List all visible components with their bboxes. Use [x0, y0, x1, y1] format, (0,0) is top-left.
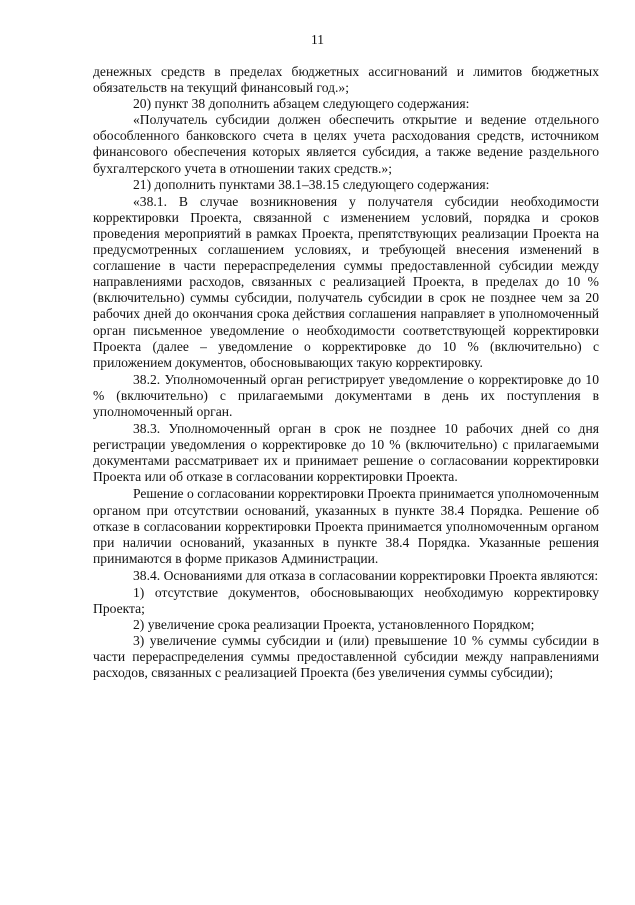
paragraph-38-3: 38.3. Уполномоченный орган в срок не позднее 10 рабочих дней со дня регистрации уведомления о корректировке до 10 % (включительно) с прилагаемыми документами рассматривает их и принимает решение о согласовании корректировки Проекта или об отказе в согласовании корректировки Проекта.: [93, 421, 599, 485]
list-item-1: 1) отсутствие документов, обосновывающих необходимую корректировку Проекта;: [93, 585, 599, 617]
document-body: [93, 64, 599, 682]
paragraph-continuation: денежных средств в пределах бюджетных ассигнований и лимитов бюджетных обязательств на текущий финансовый год.»;: [93, 64, 599, 96]
list-item-3: 3) увеличение суммы субсидии и (или) превышение 10 % суммы субсидии в части перераспределения суммы предоставленной субсидии между направлениями расходов, связанных с реализацией Проекта (без увеличения суммы субсидии);: [93, 633, 599, 681]
paragraph-item-20: 20) пункт 38 дополнить абзацем следующего содержания:: [133, 96, 470, 112]
paragraph-item-21: 21) дополнить пунктами 38.1–38.15 следующего содержания:: [133, 176, 490, 192]
list-item-2: 2) увеличение срока реализации Проекта, установленного Порядком;: [133, 617, 535, 633]
paragraph-38-2: 38.2. Уполномоченный орган регистрирует уведомление о корректировке до 10 % (включительно) с прилагаемыми документами в день их поступления в уполномоченный орган.: [93, 371, 599, 419]
paragraph-38-4: 38.4. Основаниями для отказа в согласовании корректировки Проекта являются:: [133, 567, 599, 583]
page-number: 11: [311, 32, 324, 47]
paragraph-38-1: «38.1. В случае возникновения у получателя субсидии необходимости корректировки Проекта, связанной с изменением условий, порядка и сроков проведения мероприятий в рамках Проекта, препятствующих реализации Проекта на предусмотренных соглашением условиях, и требующей внесения изменений в соглашение в части перераспределения суммы предоставленной субсидии между направлениями расходов, связанных с реализацией Проекта, в пределах до 10 % (включительно) суммы субсидии, получатель субсидии в срок не позднее чем за 20 рабочих дней до окончания срока действия соглашения направляет в уполномоченный орган письменное уведомление о необходимости соответствующей корректировки Проекта (далее – уведомление о корректировке до 10 % (включительно) с приложением документов, обосновывающих такую корректировку.: [93, 193, 599, 370]
paragraph-quote-recipient-obligation: «Получатель субсидии должен обеспечить открытие и ведение отдельного обособленного банковского счета в целях учета расходования средств, источником финансового обеспечения которых является субсидия, а также ведение раздельного бухгалтерского учета в отношении таких средств.»;: [93, 112, 599, 176]
paragraph-decision: Решение о согласовании корректировки Проекта принимается уполномоченным органом при отсутствии оснований, указанных в пункте 38.4 Порядка. Решение об отказе в согласовании корректировки Проекта принимается уполномоченным органом при наличии оснований, указанных в пункте 38.4 Порядка. Указанные решения принимаются в форме приказов Администрации.: [93, 486, 599, 566]
